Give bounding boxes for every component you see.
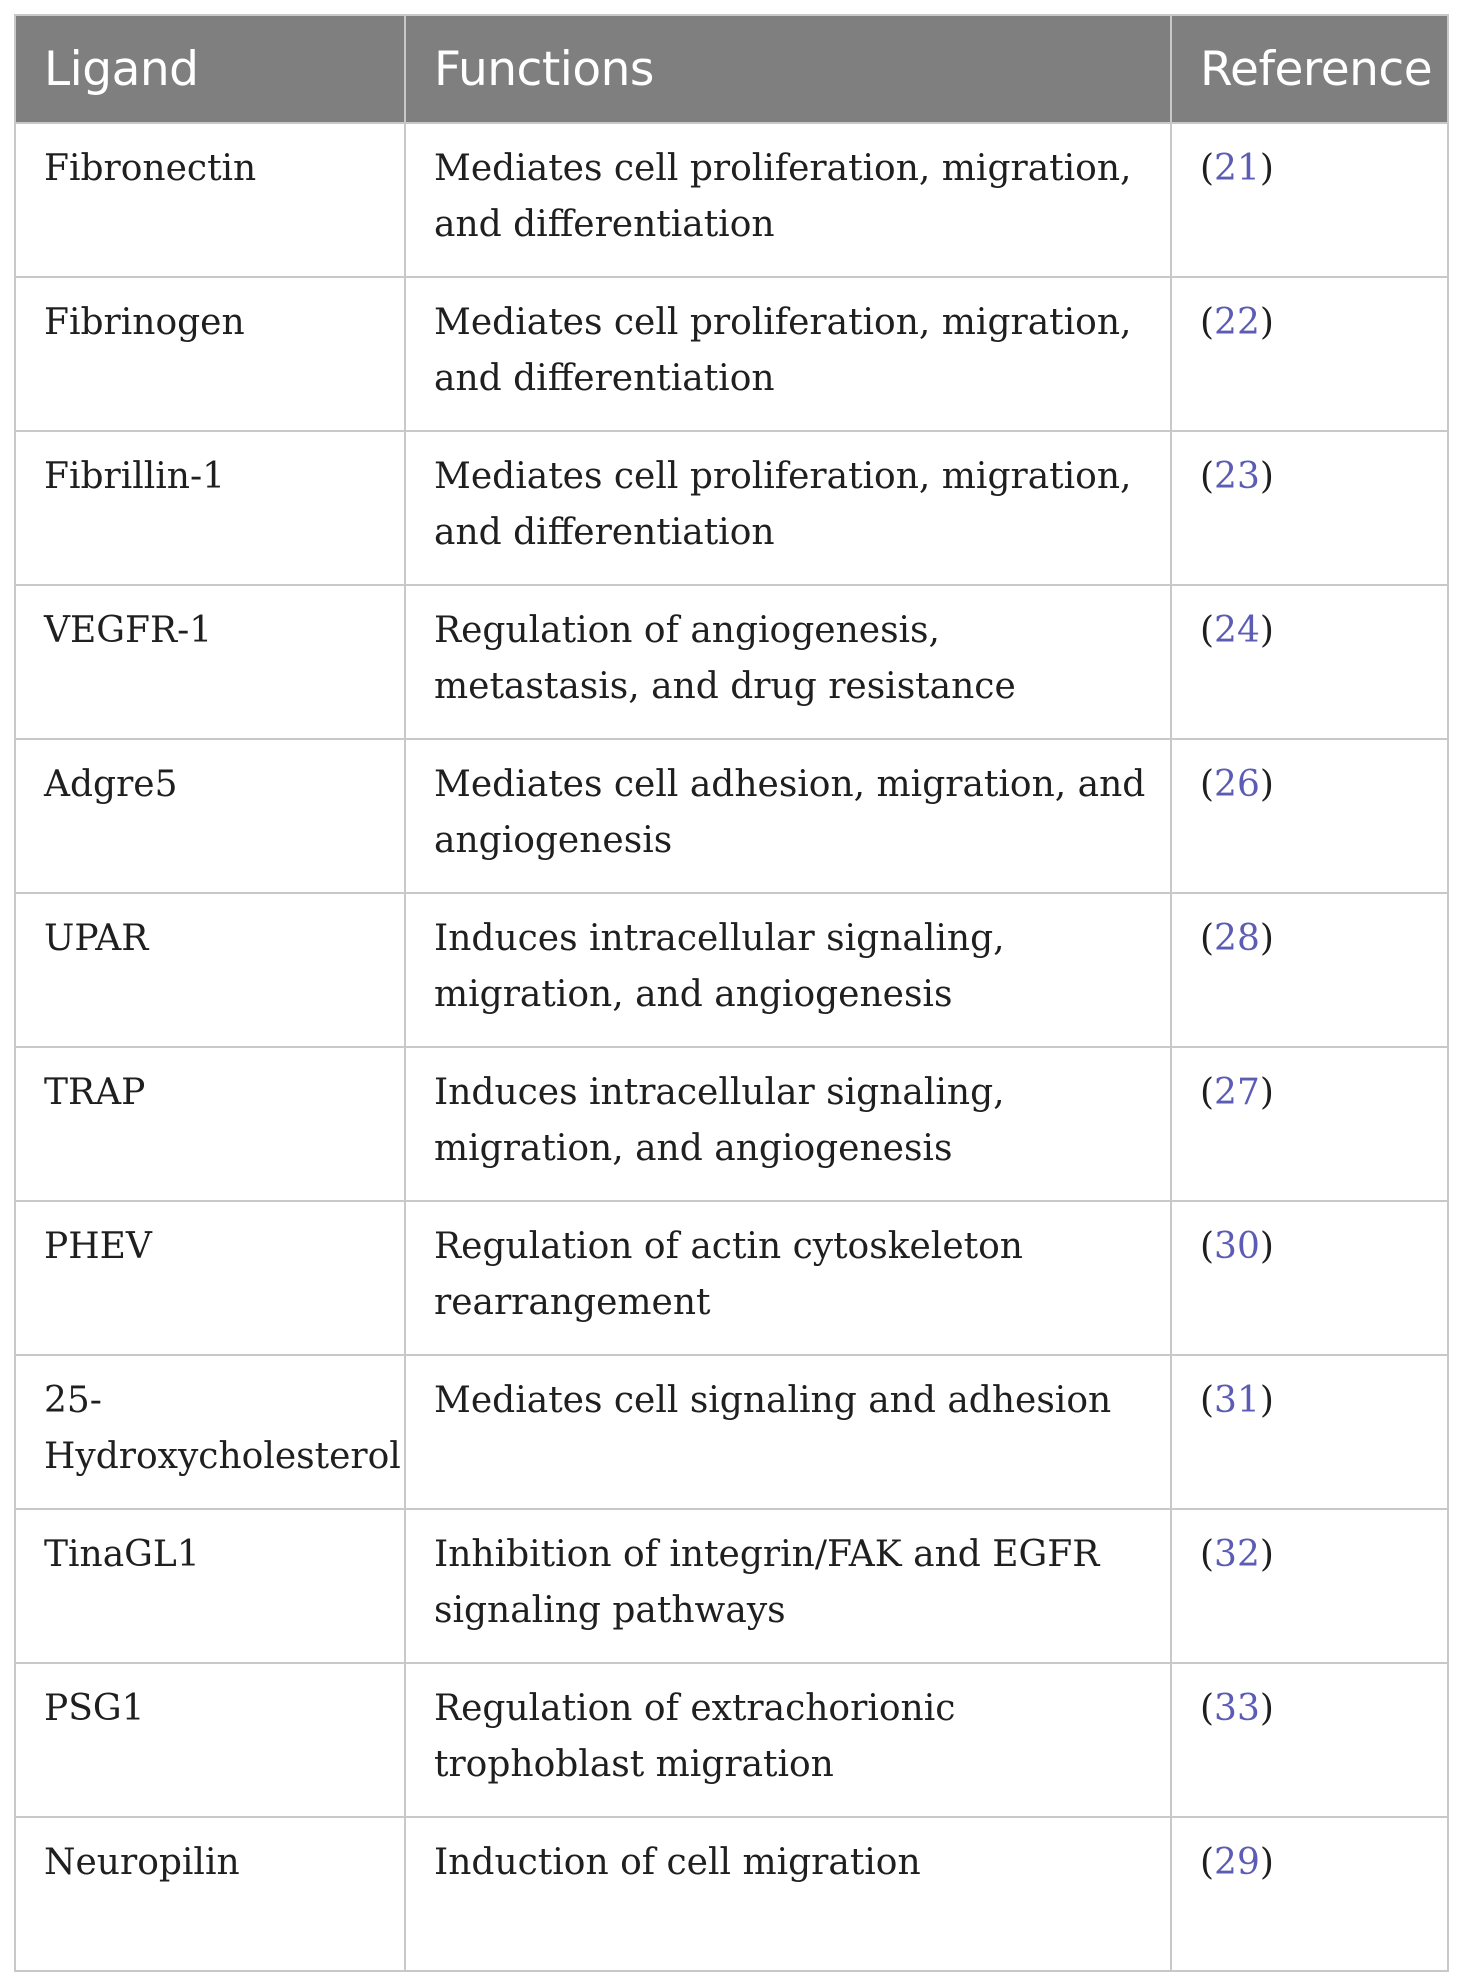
functions-cell: Induces intracellular signaling, migration, and angiogenesis [405,1047,1171,1201]
header-ligand: Ligand [15,15,405,123]
reference-cell: (26) [1171,739,1448,893]
functions-cell: Inhibition of integrin/FAK and EGFR signaling pathways [405,1509,1171,1663]
reference-link[interactable]: 27 [1214,1072,1260,1113]
functions-cell: Mediates cell signaling and adhesion [405,1355,1171,1509]
table-row [15,1201,1448,1355]
functions-cell: Mediates cell proliferation, migration, and differentiation [405,123,1171,277]
ligand-cell: 25-Hydroxycholesterol [15,1355,405,1509]
ligand-cell: TRAP [15,1047,405,1201]
reference-link[interactable]: 26 [1214,764,1260,805]
reference-link[interactable]: 28 [1214,918,1260,959]
ligand-cell: Adgre5 [15,739,405,893]
ligand-cell: UPAR [15,893,405,1047]
ligand-cell: PHEV [15,1201,405,1355]
reference-cell: (28) [1171,893,1448,1047]
ligand-cell: PSG1 [15,1663,405,1817]
table-row [15,739,1448,893]
reference-cell: (33) [1171,1663,1448,1817]
header-functions: Functions [405,15,1171,123]
table-header-row [15,15,1448,123]
table-row [15,1663,1448,1817]
table-row [15,585,1448,739]
reference-cell: (21) [1171,123,1448,277]
reference-cell: (30) [1171,1201,1448,1355]
table-row [15,1047,1448,1201]
ligand-cell: Fibrillin-1 [15,431,405,585]
functions-cell: Induces intracellular signaling, migration, and angiogenesis [405,893,1171,1047]
table-row [15,1509,1448,1663]
functions-cell: Induction of cell migration [405,1817,1171,1971]
ligand-cell: Fibronectin [15,123,405,277]
functions-cell: Regulation of extrachorionic trophoblast migration [405,1663,1171,1817]
ligand-table-container [14,14,1447,1972]
ligand-cell: Fibrinogen [15,277,405,431]
ligand-cell: VEGFR-1 [15,585,405,739]
reference-link[interactable]: 30 [1214,1226,1260,1267]
functions-cell: Regulation of angiogenesis, metastasis, and drug resistance [405,585,1171,739]
reference-link[interactable]: 29 [1214,1842,1260,1883]
reference-link[interactable]: 33 [1214,1688,1260,1729]
header-reference: Reference [1171,15,1448,123]
table-row [15,277,1448,431]
ligand-cell: Neuropilin [15,1817,405,1971]
reference-link[interactable]: 21 [1214,148,1260,189]
reference-link[interactable]: 31 [1214,1380,1260,1421]
reference-cell: (31) [1171,1355,1448,1509]
reference-cell: (22) [1171,277,1448,431]
reference-cell: (29) [1171,1817,1448,1971]
reference-link[interactable]: 23 [1214,456,1260,497]
table-row [15,1355,1448,1509]
reference-cell: (23) [1171,431,1448,585]
ligand-table [14,14,1449,1972]
functions-cell: Mediates cell proliferation, migration, and differentiation [405,431,1171,585]
table-row [15,1817,1448,1971]
functions-cell: Mediates cell proliferation, migration, and differentiation [405,277,1171,431]
functions-cell: Mediates cell adhesion, migration, and angiogenesis [405,739,1171,893]
table-row [15,893,1448,1047]
functions-cell: Regulation of actin cytoskeleton rearrangement [405,1201,1171,1355]
reference-cell: (32) [1171,1509,1448,1663]
reference-link[interactable]: 24 [1214,610,1260,651]
reference-link[interactable]: 22 [1214,302,1260,343]
reference-cell: (24) [1171,585,1448,739]
ligand-cell: TinaGL1 [15,1509,405,1663]
reference-link[interactable]: 32 [1214,1534,1260,1575]
table-row [15,123,1448,277]
reference-cell: (27) [1171,1047,1448,1201]
table-row [15,431,1448,585]
